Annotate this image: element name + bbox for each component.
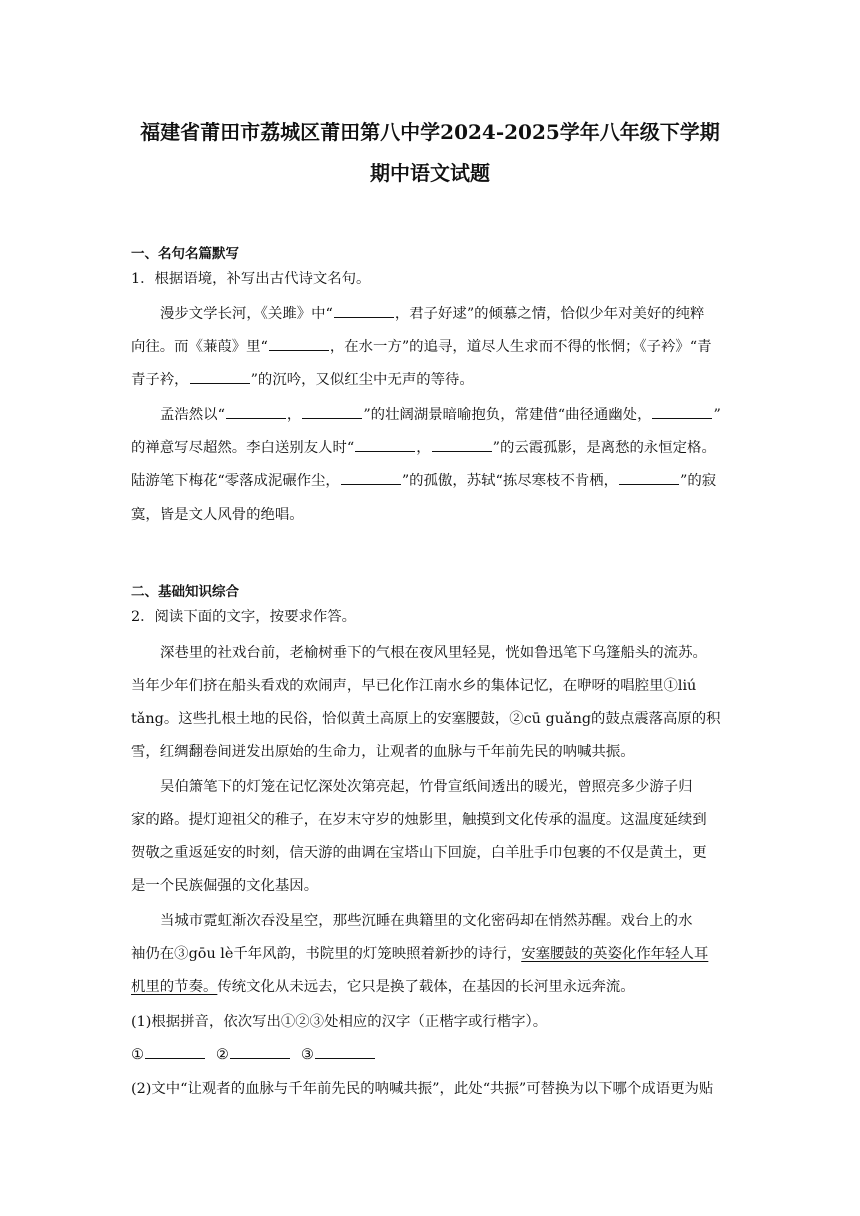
paragraph-4-line-2: 家的路。提灯迎祖父的稚子，在岁末守岁的烛影里，触摸到文化传承的温度。这温度延续到 xyxy=(131,812,707,828)
fill-blank[interactable] xyxy=(226,404,286,419)
paragraph-2-line-1: 孟浩然以“ ， ”的壮阔湖景暗喻抱负，常建借“曲径通幽处， ” xyxy=(160,404,729,426)
paragraph-3-line-1: 深巷里的社戏台前，老榆树垂下的气根在夜风里轻晃，恍如鲁迅笔下乌篷船头的流苏。 xyxy=(160,645,707,661)
paragraph-5-line-1: 当城市霓虹渐次吞没星空，那些沉睡在典籍里的文化密码却在悄然苏醒。戏台上的水 xyxy=(160,913,693,929)
fill-blank[interactable] xyxy=(269,336,329,351)
answer-blank-3[interactable] xyxy=(315,1044,375,1059)
paragraph-1-line-2: 向往。而《蒹葭》里“ ，在水一方”的追寻，道尽人生求而不得的怅惘；《子衿》“青 xyxy=(131,336,729,358)
paragraph-4-line-3: 贺敬之重返延安的时刻，信天游的曲调在宝塔山下回旋，白羊肚手巾包裹的不仅是黄土，更 xyxy=(131,845,707,861)
sub-question-2: (2)文中“让观者的血脉与千年前先民的呐喊共振”，此处“共振”可替换为以下哪个成语更为贴 xyxy=(131,1081,714,1097)
fill-blank[interactable] xyxy=(302,404,362,419)
fill-blank[interactable] xyxy=(355,437,415,452)
fill-blank[interactable] xyxy=(432,437,492,452)
fill-blank[interactable] xyxy=(334,303,394,318)
answer-blank-2[interactable] xyxy=(230,1044,290,1059)
fill-blank[interactable] xyxy=(652,404,712,419)
paragraph-1-line-3: 青子衿， ”的沉吟，又似红尘中无声的等待。 xyxy=(131,369,729,391)
question-1-prompt: 1．根据语境，补写出古代诗文名句。 xyxy=(131,271,371,287)
paragraph-4-line-1: 吴伯箫笔下的灯笼在记忆深处次第亮起，竹骨宣纸间透出的暖光，曾照亮多少游子归 xyxy=(160,779,693,795)
question-2-prompt: 2．阅读下面的文字，按要求作答。 xyxy=(131,609,357,625)
paragraph-4-line-4: 是一个民族倔强的文化基因。 xyxy=(131,878,319,894)
paragraph-2-line-4: 寞，皆是文人风骨的绝唱。 xyxy=(131,507,304,523)
paragraph-3-line-4: 雪，红绸翻卷间迸发出原始的生命力，让观者的血脉与千年前先民的呐喊共振。 xyxy=(131,744,635,760)
paragraph-5-line-3: 机里的节奏。 传统文化从未远去，它只是换了载体，在基因的长河里永远奔流。 xyxy=(131,976,729,998)
paragraph-1-line-1: 漫步文学长河，《关雎》中“ ，君子好逑”的倾慕之情，恰似少年对美好的纯粹 xyxy=(160,303,729,325)
underlined-sentence-end: 机里的节奏。 xyxy=(131,979,218,995)
fill-blank[interactable] xyxy=(341,470,401,485)
sub-question-1: (1)根据拼音，依次写出①②③处相应的汉字（正楷字或行楷字）。 xyxy=(131,1014,548,1030)
page-title-line-2: 期中语文试题 xyxy=(370,161,490,185)
paragraph-2-line-2: 的禅意写尽超然。李白送别友人时“ ， ”的云霞孤影，是离愁的永恒定格。 xyxy=(131,437,729,459)
page-title-line-1: 福建省莆田市荔城区莆田第八中学2024-2025学年八年级下学期 xyxy=(140,120,720,144)
paragraph-2-line-3: 陆游笔下梅花“零落成泥碾作尘， ”的孤傲，苏轼“拣尽寒枝不肯栖， ”的寂 xyxy=(131,470,729,492)
fill-blank[interactable] xyxy=(190,369,250,384)
paragraph-3-line-2: 当年少年们挤在船头看戏的欢闹声，早已化作江南水乡的集体记忆，在咿呀的唱腔里①liú xyxy=(131,678,697,694)
paragraph-3-line-3: tǎng。这些扎根土地的民俗，恰似黄土高原上的安塞腰鼓，②cū guǎng的鼓点震落高原的积 xyxy=(131,711,721,727)
answer-blank-1[interactable] xyxy=(145,1044,205,1059)
section-heading-2: 二、基础知识综合 xyxy=(131,584,239,600)
sub-question-1-answer-blanks: ① ② ③ xyxy=(131,1044,729,1066)
fill-blank[interactable] xyxy=(619,470,679,485)
paragraph-5-line-2: 袖仍在③gōu lè千年风韵，书院里的灯笼映照着新抄的诗行， 安塞腰鼓的英姿化作年轻人耳 xyxy=(131,943,729,965)
section-heading-1: 一、名句名篇默写 xyxy=(131,246,239,262)
underlined-sentence: 安塞腰鼓的英姿化作年轻人耳 xyxy=(521,946,709,962)
